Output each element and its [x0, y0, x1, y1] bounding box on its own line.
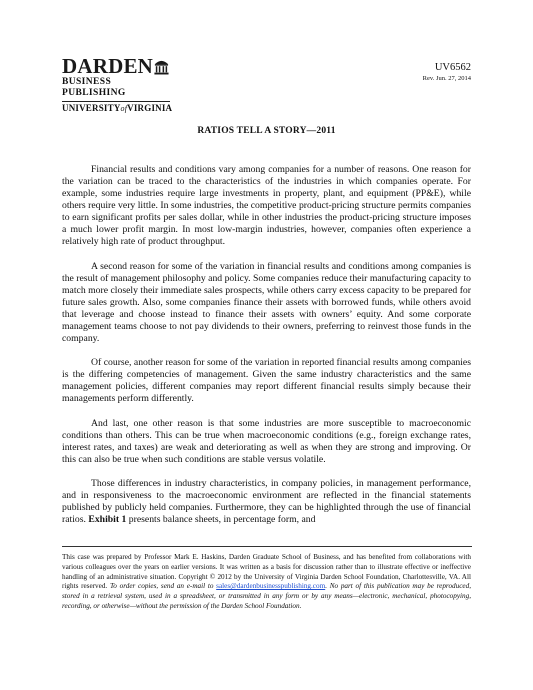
- logo-uva-of: of: [120, 104, 128, 113]
- case-code: UV6562: [434, 62, 471, 73]
- paragraph: Financial results and conditions vary among companies for a number of reasons. One reason for the variation can be traced to the characteristics of the industries in which companies operate. For example, some industries require large investments in property, plant, and equipment (PP&E), while others require very little. In some industries, the competitive product-pricing structure permits companies to earn significant profits per sales dollar, while in other industries the product-pricing structure imposes a much lower profit margin. In most low-margin industries, however, companies often experience a relatively high rate of product throughput.: [62, 164, 471, 247]
- sales-email-link[interactable]: sales@dardenbusinesspublishing.com: [216, 582, 326, 591]
- paragraph-text: Those differences in industry characteristics, in company policies, in management performance, and in responsiveness to the macroeconomic environment are reflected in the financial statements published by publicly held companies. Furthermore, they can be highlighted through the use of financial ratios.: [62, 478, 471, 525]
- document-title: RATIOS TELL A STORY—2011: [197, 126, 336, 136]
- copyright-footnote: [62, 553, 471, 612]
- footnote-rights-text: . No part of this publication may be reproduced, stored in a retrieval system, used in a spreadsheet, or transmitted in any form or by any means—electronic, mechanical, photocopying, recording, or otherwise—without the permission of the Darden School Foundation.: [62, 582, 472, 610]
- paragraph-last: [62, 478, 471, 526]
- logo-wordmark: DARDEN: [62, 54, 154, 78]
- logo-top-row: [62, 54, 170, 78]
- exhibit-reference: Exhibit 1: [88, 514, 127, 525]
- paragraph: A second reason for some of the variation in financial results and conditions among companies is the result of management philosophy and policy. Some companies reduce their manufacturing capacity to match more closely their immediate sales prospects, while others carry excess capacity to be prepared for future sales growth. Also, some companies finance their assets with borrowed funds, while others avoid that leverage and choose instead to finance their assets with owners’ equity. And some corporate management teams choose to not pay dividends to their owners, preferring to reinvest those funds in the company.: [62, 260, 471, 344]
- paragraph-text: presents balance sheets, in percentage form, and: [126, 514, 316, 525]
- revision-date: Rev. Jun. 27, 2014: [422, 75, 471, 82]
- logo-uva-virginia: VIRGINIA: [127, 103, 173, 113]
- logo-business-publishing: BUSINESS PUBLISHING: [62, 77, 170, 102]
- paragraph: Of course, another reason for some of the variation in reported financial results among companies is the differing competencies of management. Given the same industry characteristics and the same management policies, different companies may report different financial results simply because their managements perform differently.: [62, 357, 471, 404]
- footnote-divider: [62, 546, 472, 547]
- logo-uva-university: UNIVERSITY: [62, 103, 121, 113]
- footnote-order-text: To order copies, send an e-mail to: [109, 582, 214, 591]
- footnote-text: This case was prepared by Professor Mark E. Haskins, Darden Graduate School of Business, and has benefited from collaborations with various colleagues over the years on earlier versions. It was written as a basis for discussion rather than to illustrate effective or ineffective handling of an administrative situation. Copyright © 2012 by the University of Virginia Darden School Foundation, Charlottesville, VA. All rights reserved.: [62, 553, 471, 591]
- paragraph: And last, one other reason is that some industries are more susceptible to macroeconomic conditions than others. This can be true when macroeconomic conditions (e.g., foreign exchange rates, interest rates, and taxes) are weak and deteriorating as well as when they are strong and improving. Or this can also be true when such conditions are stable versus volatile.: [62, 417, 471, 465]
- darden-logo: [62, 54, 173, 114]
- logo-university-of-virginia: [62, 103, 173, 114]
- rotunda-icon: [153, 57, 170, 75]
- case-identifier: [423, 62, 471, 83]
- body-text: [62, 164, 471, 526]
